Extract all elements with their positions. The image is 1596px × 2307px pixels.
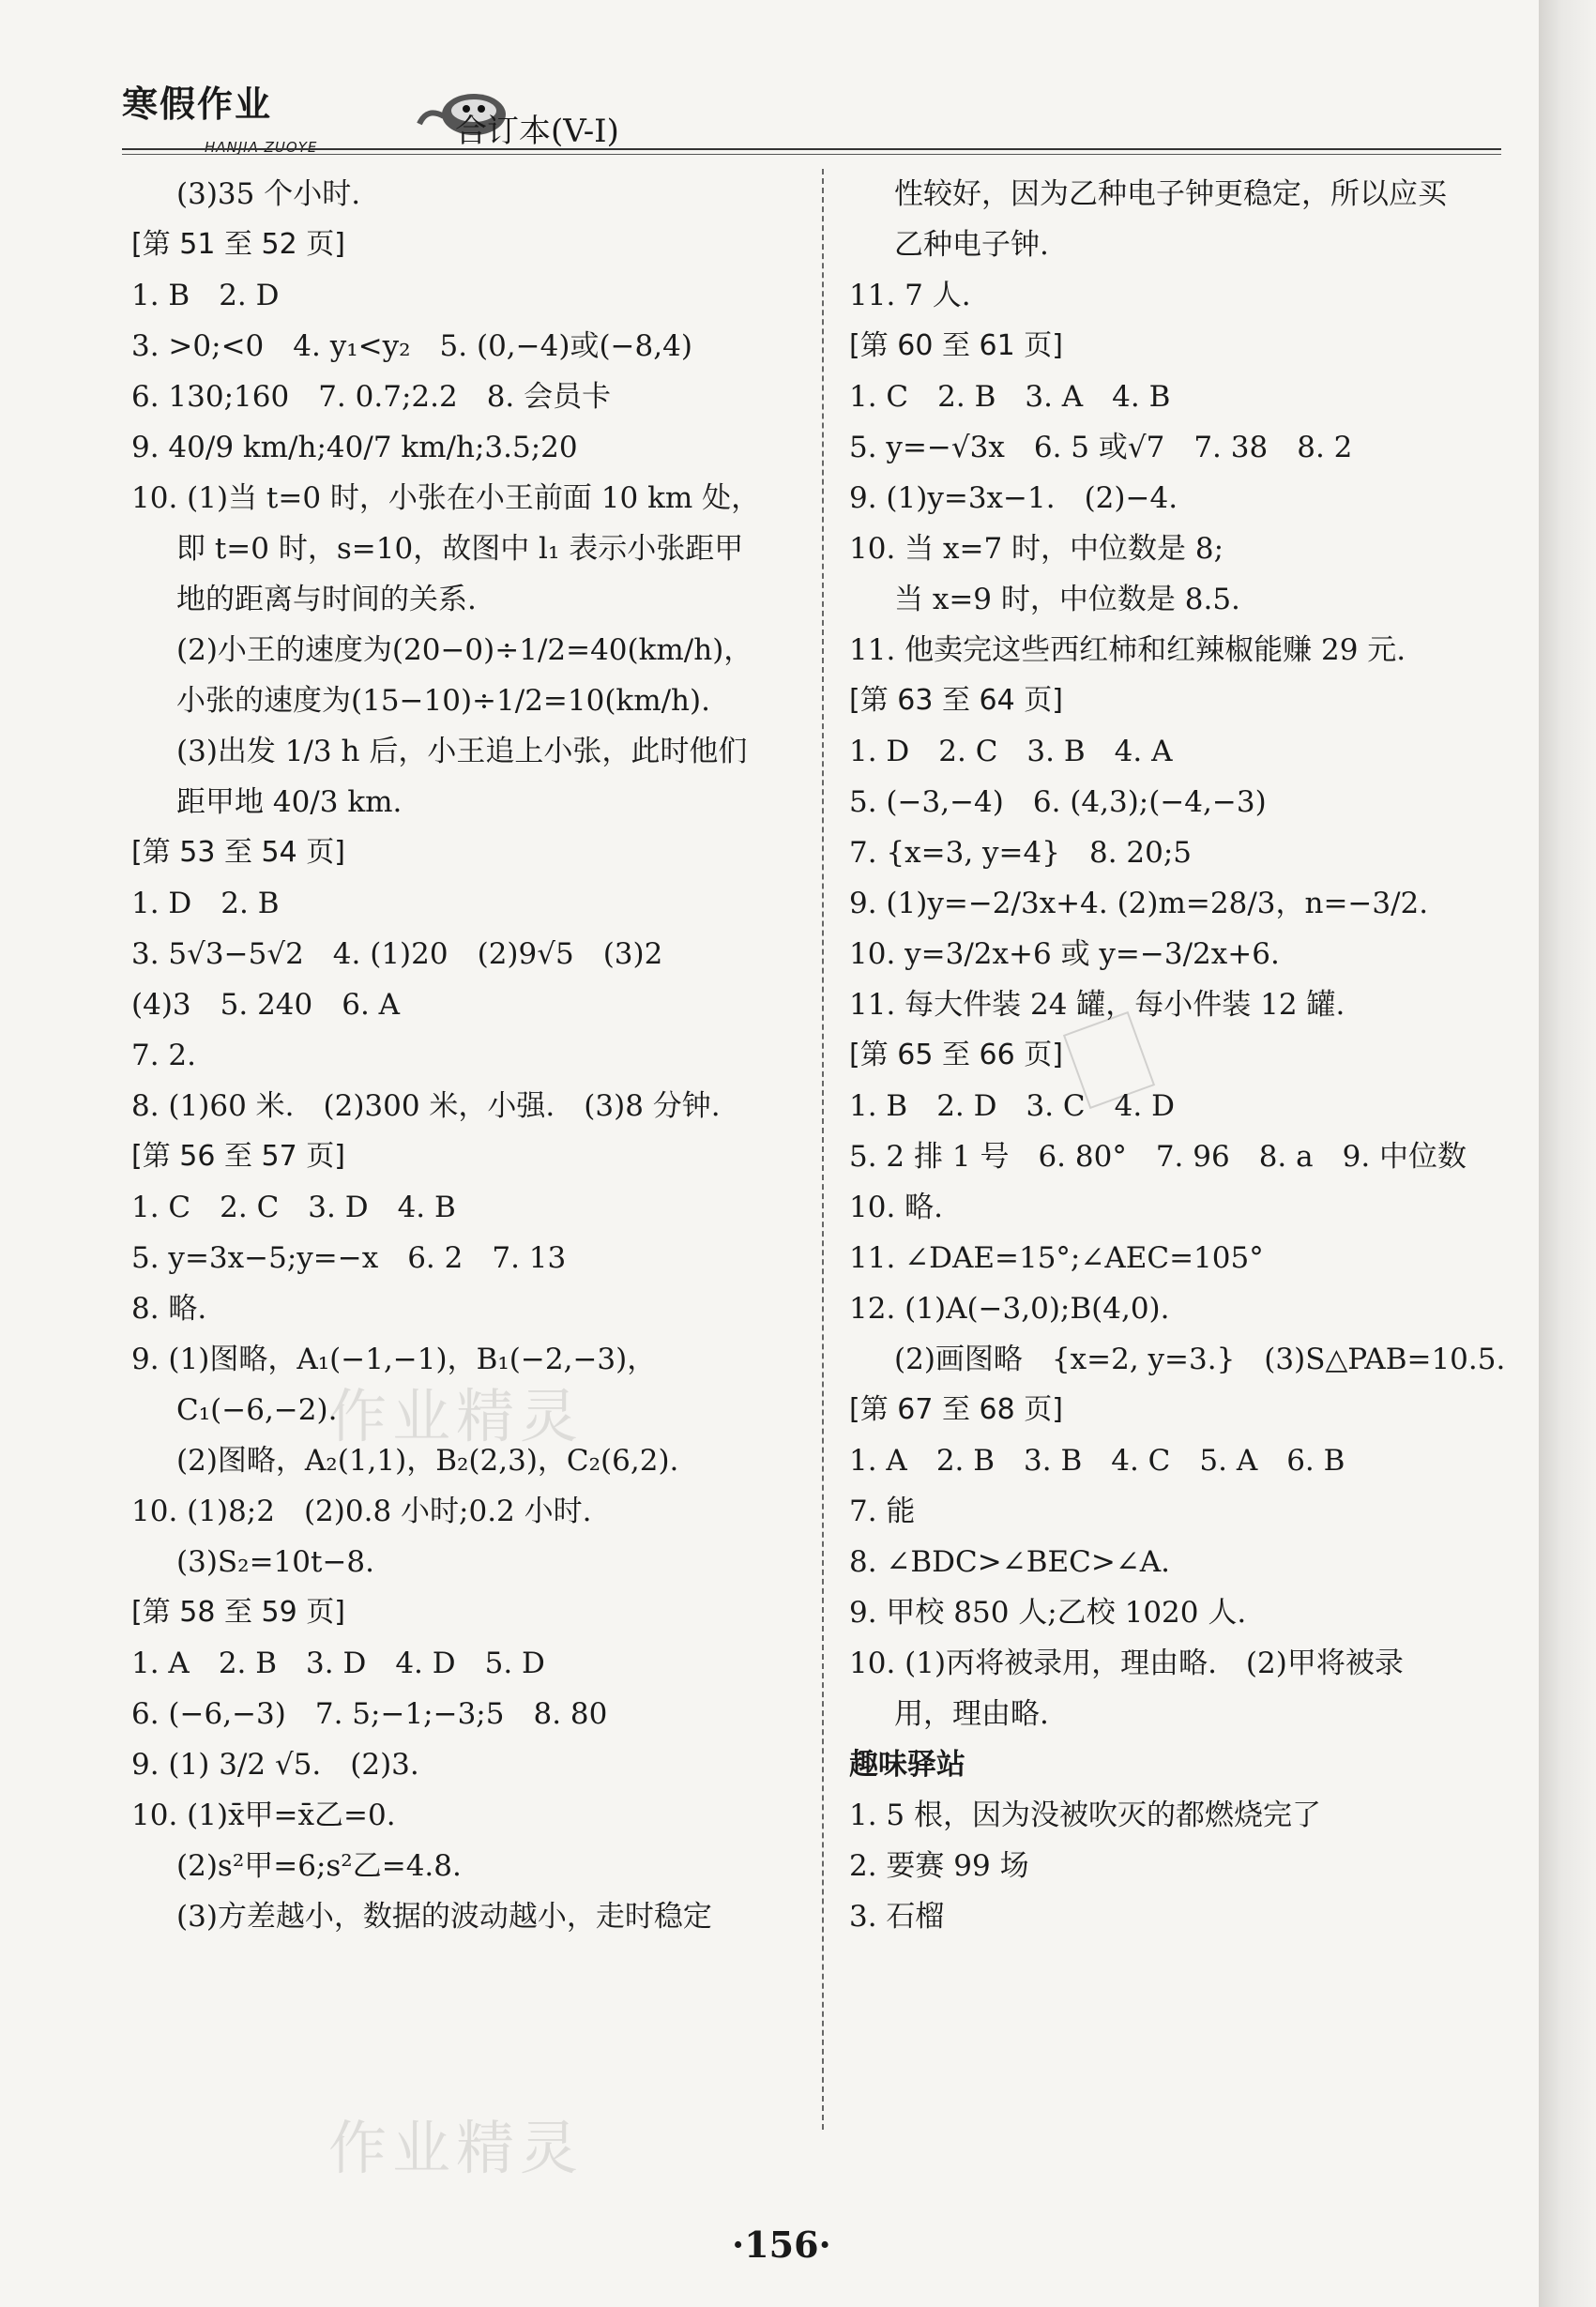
watermark: 作业精灵 (328, 2114, 585, 2182)
answer-line: 8. ∠BDC>∠BEC>∠A. (849, 1545, 1171, 1579)
answer-line: (2)画图略 {x=2, y=3.} (3)S△PAB=10.5. (894, 1343, 1506, 1376)
answer-line: (2)小王的速度为(20−0)÷1/2=40(km/h)， (176, 633, 753, 667)
answer-line: 5. y=3x−5;y=−x 6. 2 7. 13 (131, 1241, 567, 1275)
answer-line: 1. A 2. B 3. D 4. D 5. D (131, 1647, 545, 1680)
answer-line: 11. 7 人. (849, 279, 971, 312)
answer-line: 地的距离与时间的关系. (176, 583, 477, 616)
answer-line: 9. (1) 3/2 √5. (2)3. (131, 1748, 419, 1782)
section-heading: [第 60 至 61 页] (849, 329, 1063, 362)
answer-line: 9. 甲校 850 人;乙校 1020 人. (849, 1596, 1247, 1630)
answer-line: 距甲地 40/3 km. (176, 785, 403, 819)
answer-line: 1. 5 根，因为没被吹灭的都燃烧完了 (849, 1799, 1322, 1832)
answer-line: 1. C 2. B 3. A 4. B (849, 380, 1171, 414)
answer-line: (4)3 5. 240 6. A (131, 988, 401, 1022)
page-header (122, 66, 1501, 155)
answer-line: 1. D 2. B (131, 887, 280, 920)
answer-line: 7. {x=3, y=4} 8. 20;5 (849, 836, 1193, 870)
answer-line: 3. >0;<0 4. y₁<y₂ 5. (0,−4)或(−8,4) (131, 329, 692, 363)
section-heading: [第 65 至 66 页] (849, 1039, 1063, 1071)
section-heading: [第 56 至 57 页] (131, 1140, 345, 1173)
answer-line: 1. B 2. D 3. C 4. D (849, 1089, 1175, 1123)
answer-line: 10. (1)x̄甲=x̄乙=0. (131, 1799, 396, 1832)
answer-line: 7. 2. (131, 1039, 197, 1072)
answer-line: 7. 能 (849, 1495, 916, 1528)
answer-line: 8. (1)60 米. (2)300 米，小强. (3)8 分钟. (131, 1089, 721, 1123)
answer-line: 11. 每大件装 24 罐，每小件装 12 罐. (849, 988, 1345, 1022)
answer-line: 用，理由略. (894, 1697, 1049, 1731)
answer-line: 2. 要赛 99 场 (849, 1849, 1029, 1883)
answer-line: (3)方差越小，数据的波动越小，走时稳定 (176, 1900, 712, 1934)
answer-line: 1. D 2. C 3. B 4. A (849, 735, 1173, 768)
answer-line: 11. ∠DAE=15°;∠AEC=105° (849, 1241, 1264, 1275)
answer-line: (3)35 个小时. (176, 177, 361, 211)
answer-line: (3)S₂=10t−8. (176, 1545, 375, 1579)
answer-line: 3. 5√3−5√2 4. (1)20 (2)9√5 (3)2 (131, 937, 663, 971)
section-heading: [第 67 至 68 页] (849, 1393, 1063, 1426)
right-column (849, 169, 1525, 1942)
answer-line: 1. B 2. D (131, 279, 280, 312)
answer-line: 9. 40/9 km/h;40/7 km/h;3.5;20 (131, 431, 578, 464)
answer-line: 乙种电子钟. (894, 228, 1049, 262)
section-title: 趣味驿站 (849, 1748, 965, 1782)
header-rule-thin (122, 154, 1501, 155)
answer-line: 10. (1)当 t=0 时，小张在小王前面 10 km 处， (131, 481, 761, 515)
logo-text: 寒假作业 (122, 83, 273, 125)
column-divider (822, 169, 824, 2130)
book-title: 合订本(V-I) (455, 113, 619, 150)
section-heading: [第 51 至 52 页] (131, 228, 345, 261)
answer-line: 1. C 2. C 3. D 4. B (131, 1191, 456, 1224)
answer-line: (2)图略，A₂(1,1)，B₂(2,3)，C₂(6,2). (176, 1444, 679, 1478)
answer-line: 当 x=9 时，中位数是 8.5. (894, 583, 1240, 616)
answer-line: 小张的速度为(15−10)÷1/2=10(km/h). (176, 684, 710, 718)
answer-line: 10. 略. (849, 1191, 944, 1224)
answer-line: 10. 当 x=7 时，中位数是 8; (849, 532, 1224, 566)
answer-line: 11. 他卖完这些西红柿和红辣椒能赚 29 元. (849, 633, 1406, 667)
answer-line: 9. (1)图略，A₁(−1,−1)，B₁(−2,−3)， (131, 1343, 657, 1376)
section-heading: [第 58 至 59 页] (131, 1596, 345, 1629)
answer-line: 6. 130;160 7. 0.7;2.2 8. 会员卡 (131, 380, 612, 414)
answer-line: 10. y=3/2x+6 或 y=−3/2x+6. (849, 937, 1280, 971)
left-column (131, 169, 816, 1942)
answer-line: 9. (1)y=3x−1. (2)−4. (849, 481, 1178, 515)
answer-line: 5. y=−√3x 6. 5 或√7 7. 38 8. 2 (849, 431, 1353, 464)
answer-line: 性较好，因为乙种电子钟更稳定，所以应买 (894, 177, 1447, 211)
logo-subtitle: HANJIA ZUOYE (205, 139, 318, 156)
answer-line: (3)出发 1/3 h 后，小王追上小张，此时他们 (176, 735, 748, 768)
section-heading: [第 63 至 64 页] (849, 684, 1063, 717)
answer-line: 即 t=0 时，s=10，故图中 l₁ 表示小张距甲 (176, 532, 744, 566)
answer-line: (2)s²甲=6;s²乙=4.8. (176, 1849, 462, 1883)
answer-line: 8. 略. (131, 1292, 207, 1326)
answer-line: 9. (1)y=−2/3x+4. (2)m=28/3，n=−3/2. (849, 887, 1429, 920)
page-number: ·156· (732, 2224, 831, 2266)
answer-line: 3. 石榴 (849, 1900, 945, 1934)
answer-line: C₁(−6,−2). (176, 1393, 338, 1427)
watermark: 作业精灵 (328, 1382, 585, 1450)
header-rule (122, 148, 1501, 150)
answer-line: 5. 2 排 1 号 6. 80° 7. 96 8. a 9. 中位数 (849, 1140, 1467, 1174)
answer-line: 6. (−6,−3) 7. 5;−1;−3;5 8. 80 (131, 1697, 608, 1731)
answer-line: 12. (1)A(−3,0);B(4,0). (849, 1292, 1170, 1326)
page-edge-shadow (1539, 0, 1596, 2307)
answer-line: 1. A 2. B 3. B 4. C 5. A 6. B (849, 1444, 1345, 1478)
answer-line: 5. (−3,−4) 6. (4,3);(−4,−3) (849, 785, 1267, 819)
section-heading: [第 53 至 54 页] (131, 836, 345, 869)
answer-line: 10. (1)8;2 (2)0.8 小时;0.2 小时. (131, 1495, 592, 1528)
answer-line: 10. (1)丙将被录用，理由略. (2)甲将被录 (849, 1647, 1404, 1680)
